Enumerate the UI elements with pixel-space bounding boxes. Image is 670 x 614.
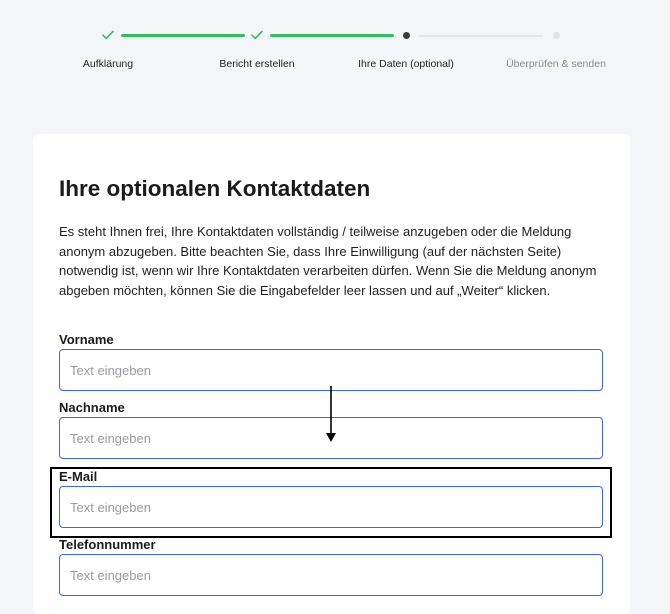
step-connector-done xyxy=(121,34,245,37)
step-label-ihre-daten: Ihre Daten (optional) xyxy=(358,58,454,70)
page-title: Ihre optionalen Kontaktdaten xyxy=(59,176,371,201)
first-name-input[interactable] xyxy=(59,349,603,391)
check-icon xyxy=(248,26,266,44)
progress-stepper xyxy=(0,0,670,90)
email-label: E-Mail xyxy=(59,469,98,484)
check-icon xyxy=(99,26,117,44)
step-connector-todo xyxy=(419,35,543,37)
pending-step-dot xyxy=(547,26,565,44)
step-label-ueberpruefen: Überprüfen & senden xyxy=(506,58,606,70)
phone-label: Telefonnummer xyxy=(59,537,156,552)
first-name-label: Vorname xyxy=(59,332,114,347)
current-step-dot xyxy=(397,26,415,44)
last-name-label: Nachname xyxy=(59,400,125,415)
contact-form-card xyxy=(33,134,630,614)
step-label-bericht: Bericht erstellen xyxy=(219,58,295,70)
intro-text: Es steht Ihnen frei, Ihre Kontaktdaten vollständig / teilweise anzugeben oder die Meldung anonym abzugeben. Bitte beachten Sie, dass Ihre Einwilligung (auf der nächsten Seite) notwendig ist, wenn wir Ihre Kontaktdaten verarbeiten dürfen. Wenn Sie die Meldung anonym abgeben möchten, können Sie die Eingabefelder leer lassen und auf „Weiter“ klicken. xyxy=(59,224,597,298)
annotation-arrow-icon xyxy=(322,386,340,444)
step-connector-done xyxy=(270,34,394,37)
email-input[interactable] xyxy=(59,486,603,528)
phone-input[interactable] xyxy=(59,554,603,596)
step-label-aufklaerung: Aufklärung xyxy=(82,58,134,70)
